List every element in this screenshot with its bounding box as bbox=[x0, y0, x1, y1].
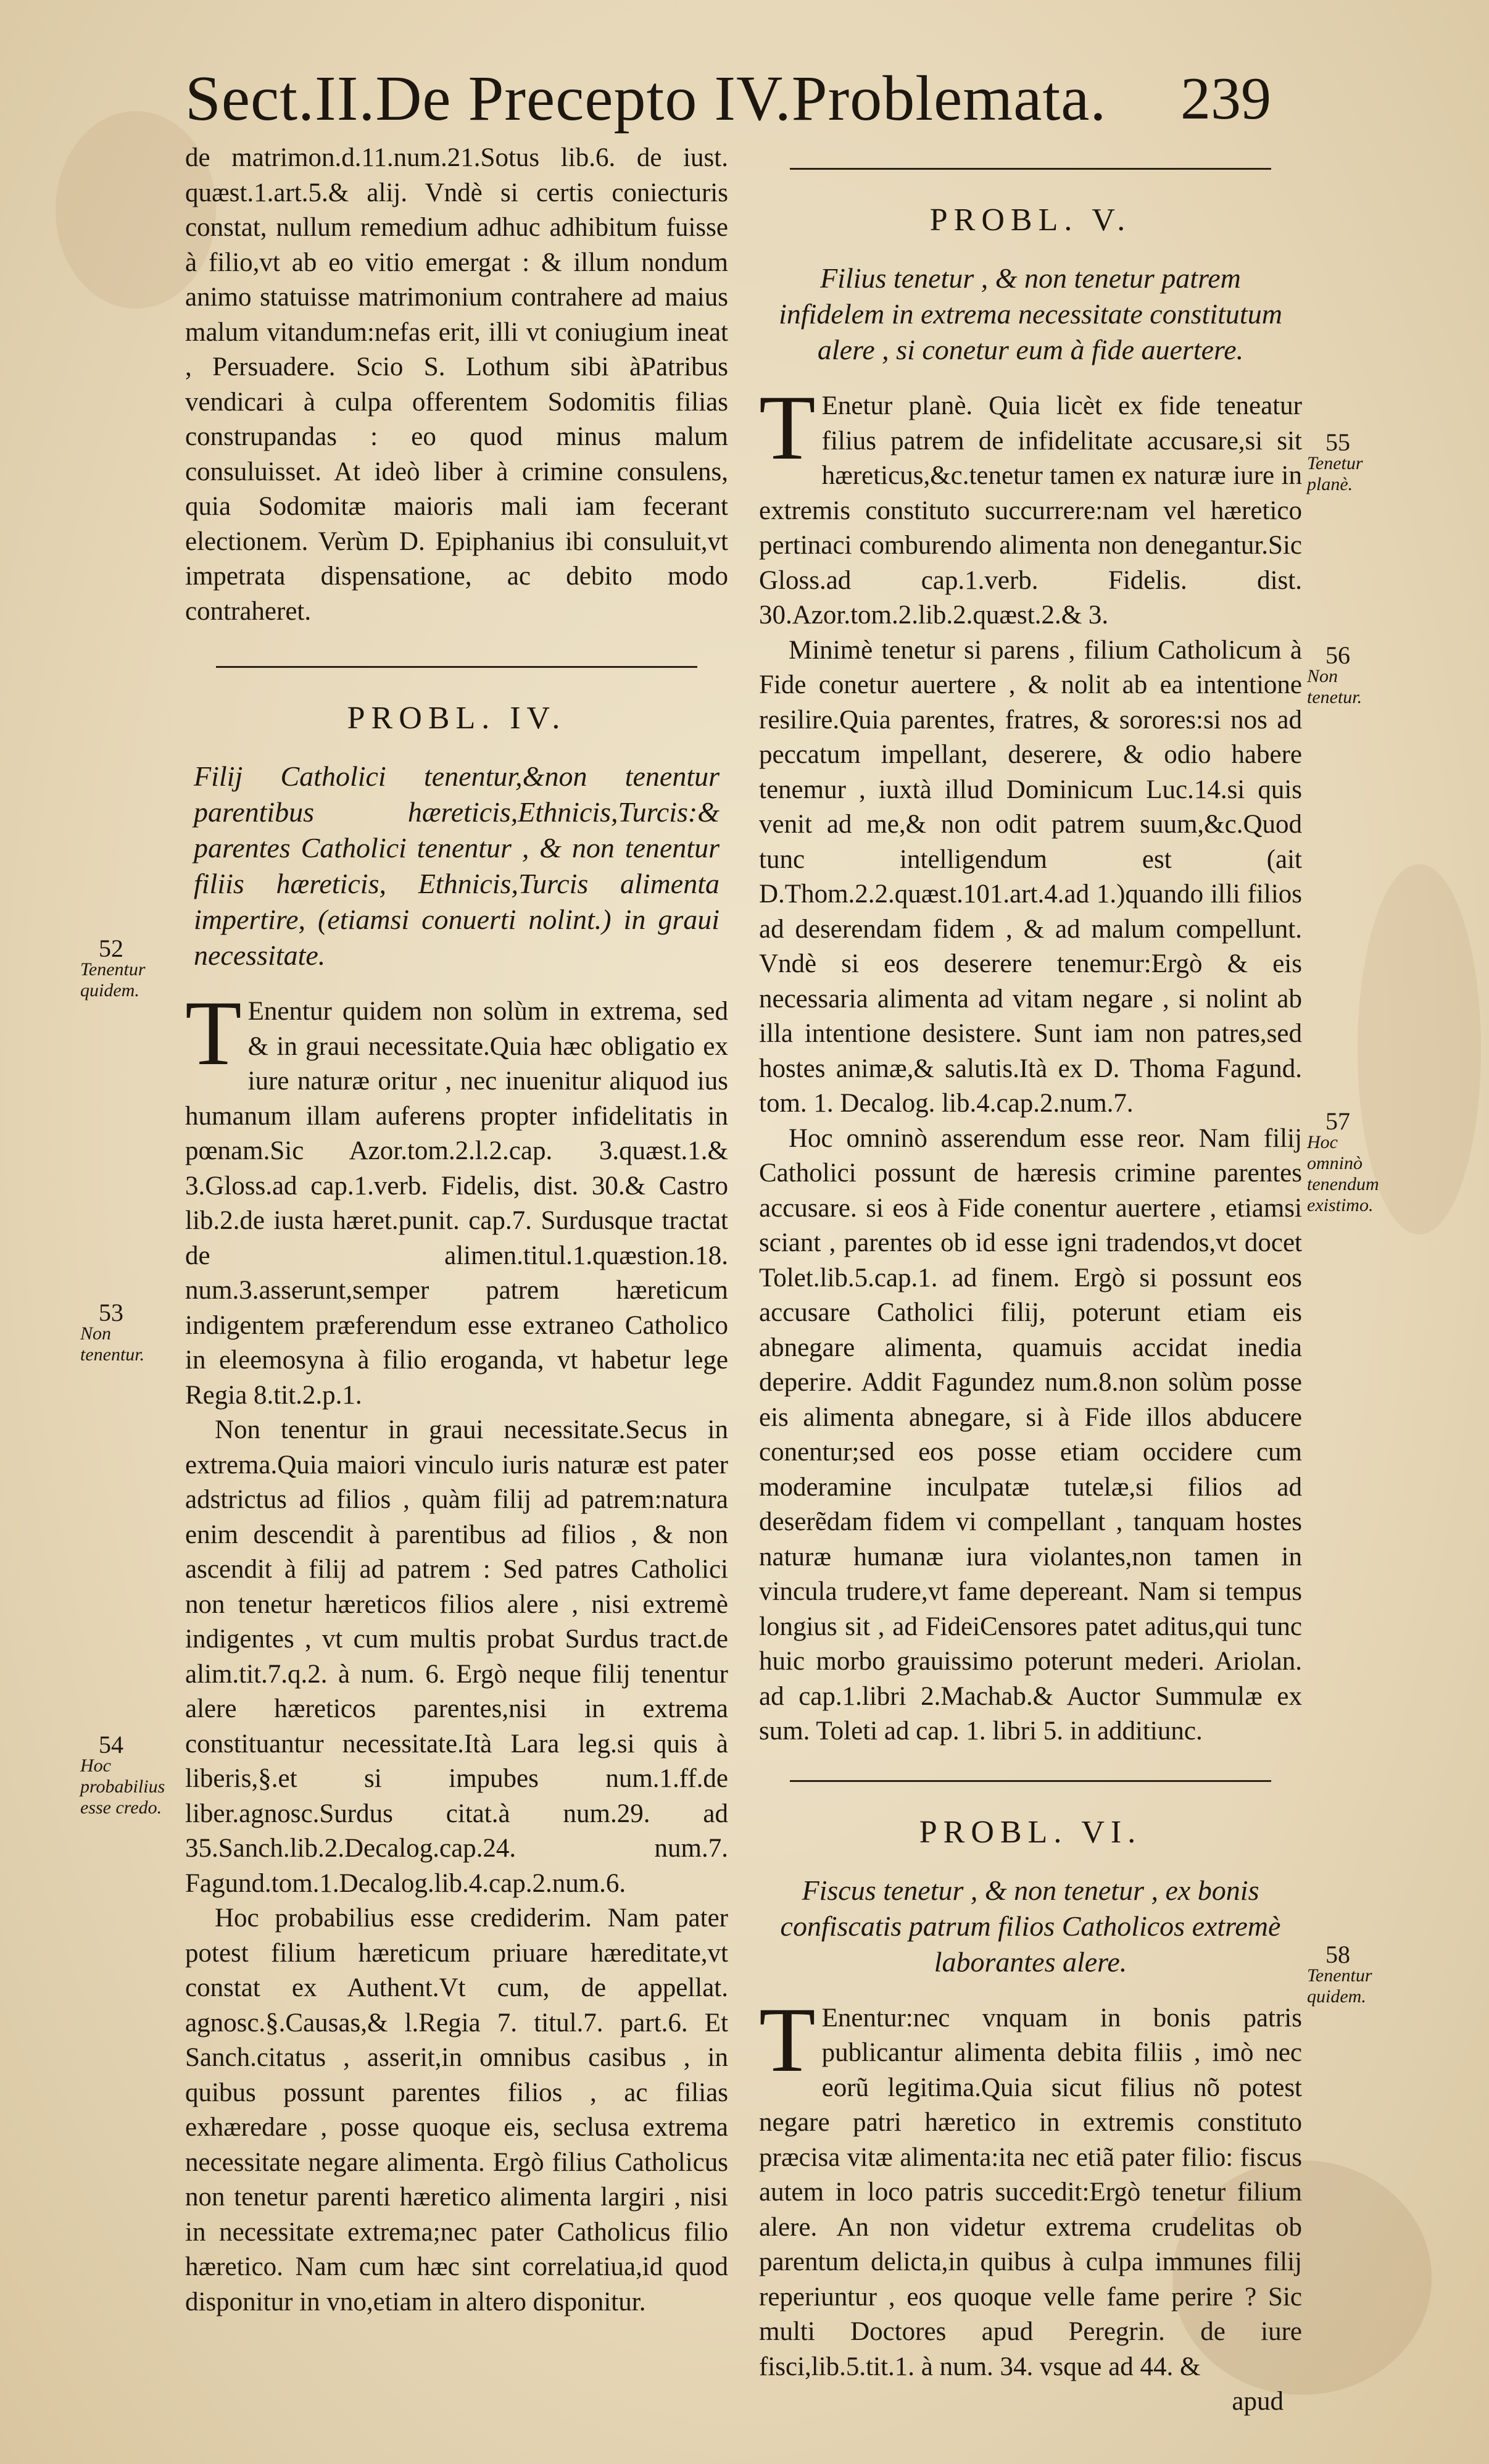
section-rule bbox=[790, 168, 1271, 170]
margin-note-58: 58 Tenentur quidem. bbox=[1307, 1941, 1372, 2007]
problem-6-summary: Fiscus tenetur , & non tenetur , ex bonis confiscatis patrum filios Catholicos extremè laborantes alere. bbox=[780, 1874, 1281, 1978]
page-number: 239 bbox=[1180, 65, 1271, 132]
margin-note-56: 56 Non tenetur. bbox=[1307, 641, 1362, 707]
margin-note-55: 55 Tenetur planè. bbox=[1307, 428, 1363, 494]
problem-5-paragraph-3: Hoc omninò asserendum esse reor. Nam filij Catholici possunt de hæresis crimine parentes accusare. si eos à Fide conentur auertere , etiamsi sciant , parentes ob id esse igni tradendos,vt docet Tolet.lib.5.cap.1. ad finem. Ergò si possunt eos accusare Catholici filij, poterunt etiam eis abnegare alimenta, quamuis accidat inedia deperire. Addit Fagundez num.8.non solùm posse eis alimenta abnegare, si à Fide illos abducere conentur;sed eos posse etiam occidere cum moderamine inculpatæ tutelæ,si filios ad deserẽdam fidem vi compellant , tanquam hostes naturæ humanæ iura violantes,non tamen in vincula trudere,vt fame depereant. Nam si tempus longius sit , ad FideiCensores patet aditus,qui tunc huic morbo grauissimo poterunt mederi. Ariolan. ad cap.1.libri 2.Machab.& Auctor Summulæ ex sum. Toleti ad cap. 1. libri 5. in additiunc. bbox=[759, 1123, 1302, 1746]
drop-initial: T bbox=[185, 982, 242, 1084]
section-rule bbox=[790, 1780, 1271, 1782]
left-column bbox=[185, 141, 728, 2320]
problem-6-heading: PROBL. VI. bbox=[919, 1814, 1142, 1850]
problem-5-paragraph-2: Minimè tenetur si parens , filium Catholicum à Fide conetur auertere , & nolit ab ea intentione resilire.Quia parentes, fratres, & sorores:si nos ad peccatum impellant, deserere, & odio habere tenemur , iuxtà illud Dominicum Luc.14.si quis venit ad me,& non odit patrem suum,&c.Quod tunc intelligendum est (ait D.Thom.2.2.quæst.101.art.4.ad 1.)quando illi filios ad deserendam fidem , & ad malum compellunt. Vndè si eos deserere tenemur:Ergò & eis necessaria alimenta ad vitam negare , si nolint ab illa intentione desistere. Sunt iam non patres,sed hostes animæ,& salutis.Ità ex D. Thoma Fagund. tom. 1. Decalog. lib.4.cap.2.num.7. bbox=[759, 635, 1302, 1118]
page-header bbox=[185, 59, 1271, 139]
right-column bbox=[759, 141, 1302, 2419]
drop-initial: T bbox=[759, 377, 816, 479]
continuation-paragraph: de matrimon.d.11.num.21.Sotus lib.6. de iust. quæst.1.art.5.& alij. Vndè si certis coniecturis constat, nullum remedium adhuc adhibitum fuisse à filio,vt ab eo vitio emergat : & illum nondum animo statuisse matrimonium contrahere ad maius malum vitandum:nefas erit, illi vt coniugium ineat , Persuadere. Scio S. Lothum sibi àPatribus vendicari à culpa offerentem Sodomitis filias construpandas : eo quod minus malum consuluisset. At ideò liber à crimine consulens, quia Sodomitæ maioris mali iam fecerant electionem. Verùm D. Epiphanius ibi consuluit,vt impetrata dispensatione, ac debito modo contraheret. bbox=[185, 143, 728, 626]
catchword: apud bbox=[1232, 2387, 1284, 2416]
problem-6-paragraph-1: T Enentur:nec vnquam in bonis patris publicantur alimenta debita filiis , imò nec eorũ legitima.Quia sicut filius nõ potest negare patri hæretico in extremis constituto præcisa vitæ alimenta:ita nec etiã pater filio: fiscus autem in loco patris succedit:Ergò tenetur filium alere. An non videtur extrema crudelitas ob parentum delicta,in quibus à culpa immunes filij reperiuntur , eos quoque velle fame perire ? Sic multi Doctores apud Peregrin. de iure fisci,lib.5.tit.1. à num. 34. vsque ad 44. & bbox=[759, 1988, 1302, 2381]
running-head: Sect.II.De Precepto IV.Problemata. bbox=[185, 63, 1107, 134]
problem-4-summary: Filij Catholici tenentur,&non tenentur parentibus hæreticis,Ethnicis,Turcis:& parentes Catholici tenentur , & non tenentur filiis hæreticis, Ethnicis,Turcis alimenta impertire, (etiamsi conuerti nolint.) in graui necessitate. bbox=[194, 760, 720, 971]
problem-4-paragraph-3: Hoc probabilius esse crediderim. Nam pater potest filium hæreticum priuare hæreditate,vt constat ex Authent.Vt cum, de appellat. agnosc.§.Causas,& l.Regia 7. titul.7. part.6. Et Sanch.citatus , asserit,in omnibus casibus , in quibus possunt parentes filios , ac filias exhæredare , posse quoque eis, seclusa extrema necessitate negare alimenta. Ergò filius Catholicus non tenetur parenti hæretico alimenta largiri , nisi in necessitate extrema;nec pater Catholicus filio hæretico. Nam cum hæc sint correlatiua,id quod disponitur in vno,etiam in altero disponitur. bbox=[185, 1904, 728, 2316]
margin-note-57: 57 Hoc omninò tenendum existimo. bbox=[1307, 1107, 1379, 1215]
margin-note-53: 53 Non tenentur. bbox=[80, 1299, 145, 1365]
drop-initial: T bbox=[759, 1988, 816, 2091]
problem-5-paragraph-1: T Enetur planè. Quia licèt ex fide teneatur filius patrem de infidelitate accusare,si sit hæreticus,&c.tenetur tamen ex naturæ iure in extremis constituto succurrere:nam vel hæretico pertinaci comburendo alimenta non denegantur.Sic Gloss.ad cap.1.verb. Fidelis. dist. 30.Azor.tom.2.lib.2.quæst.2.& 3. bbox=[759, 377, 1302, 630]
margin-note-52: 52 Tenentur quidem. bbox=[80, 934, 146, 1001]
section-rule bbox=[216, 666, 697, 668]
problem-5-summary: Filius tenetur , & non tenetur patrem infidelem in extrema necessitate constitutum alere , si conetur eum à fide auertere. bbox=[779, 262, 1282, 365]
problem-4-paragraph-1: T Enentur quidem non solùm in extrema, sed & in graui necessitate.Quia hæc obligatio ex iure naturæ oritur , nec inuenitur aliquod ius humanum illam auferens propter infidelitatis in pœnam.Sic Azor.tom.2.l.2.cap. 3.quæst.1.& 3.Gloss.ad cap.1.verb. Fidelis, dist. 30.& Castro lib.2.de iusta hæret.punit. cap.7. Surdusque tractat de alimen.titul.1.quæstion.18. num.3.asserunt,semper patrem hæreticum indigentem præferendum esse extraneo Catholico in eleemosyna à filio eroganda, vt habetur lege Regia 8.tit.2.p.1. bbox=[185, 982, 728, 1410]
margin-note-54: 54 Hoc probabilius esse credo. bbox=[80, 1731, 165, 1818]
problem-4-paragraph-2: Non tenentur in graui necessitate.Secus in extrema.Quia maiori vinculo iuris naturæ est pater adstrictus ad filios , quàm filij ad patrem:natura enim descendit à parentibus ad filios , & non ascendit à filij ad patrem : Sed patres Catholici non tenetur hæreticos filios alere , nisi extremè indigentes , vt cum multis probat Surdus tract.de alim.tit.7.q.2. à num. 6. Ergò neque filij tenentur alere hæreticos parentes,nisi in extrema constituantur necessitate.Ità Lara leg.si quis à liberis,§.et si impubes num.1.ff.de liber.agnosc.Surdus citat.à num.29. ad 35.Sanch.lib.2.Decalog.cap.24. num.7. Fagund.tom.1.Decalog.lib.4.cap.2.num.6. bbox=[185, 1415, 728, 1898]
problem-4-heading: PROBL. IV. bbox=[347, 701, 566, 736]
problem-5-heading: PROBL. V. bbox=[929, 202, 1132, 238]
